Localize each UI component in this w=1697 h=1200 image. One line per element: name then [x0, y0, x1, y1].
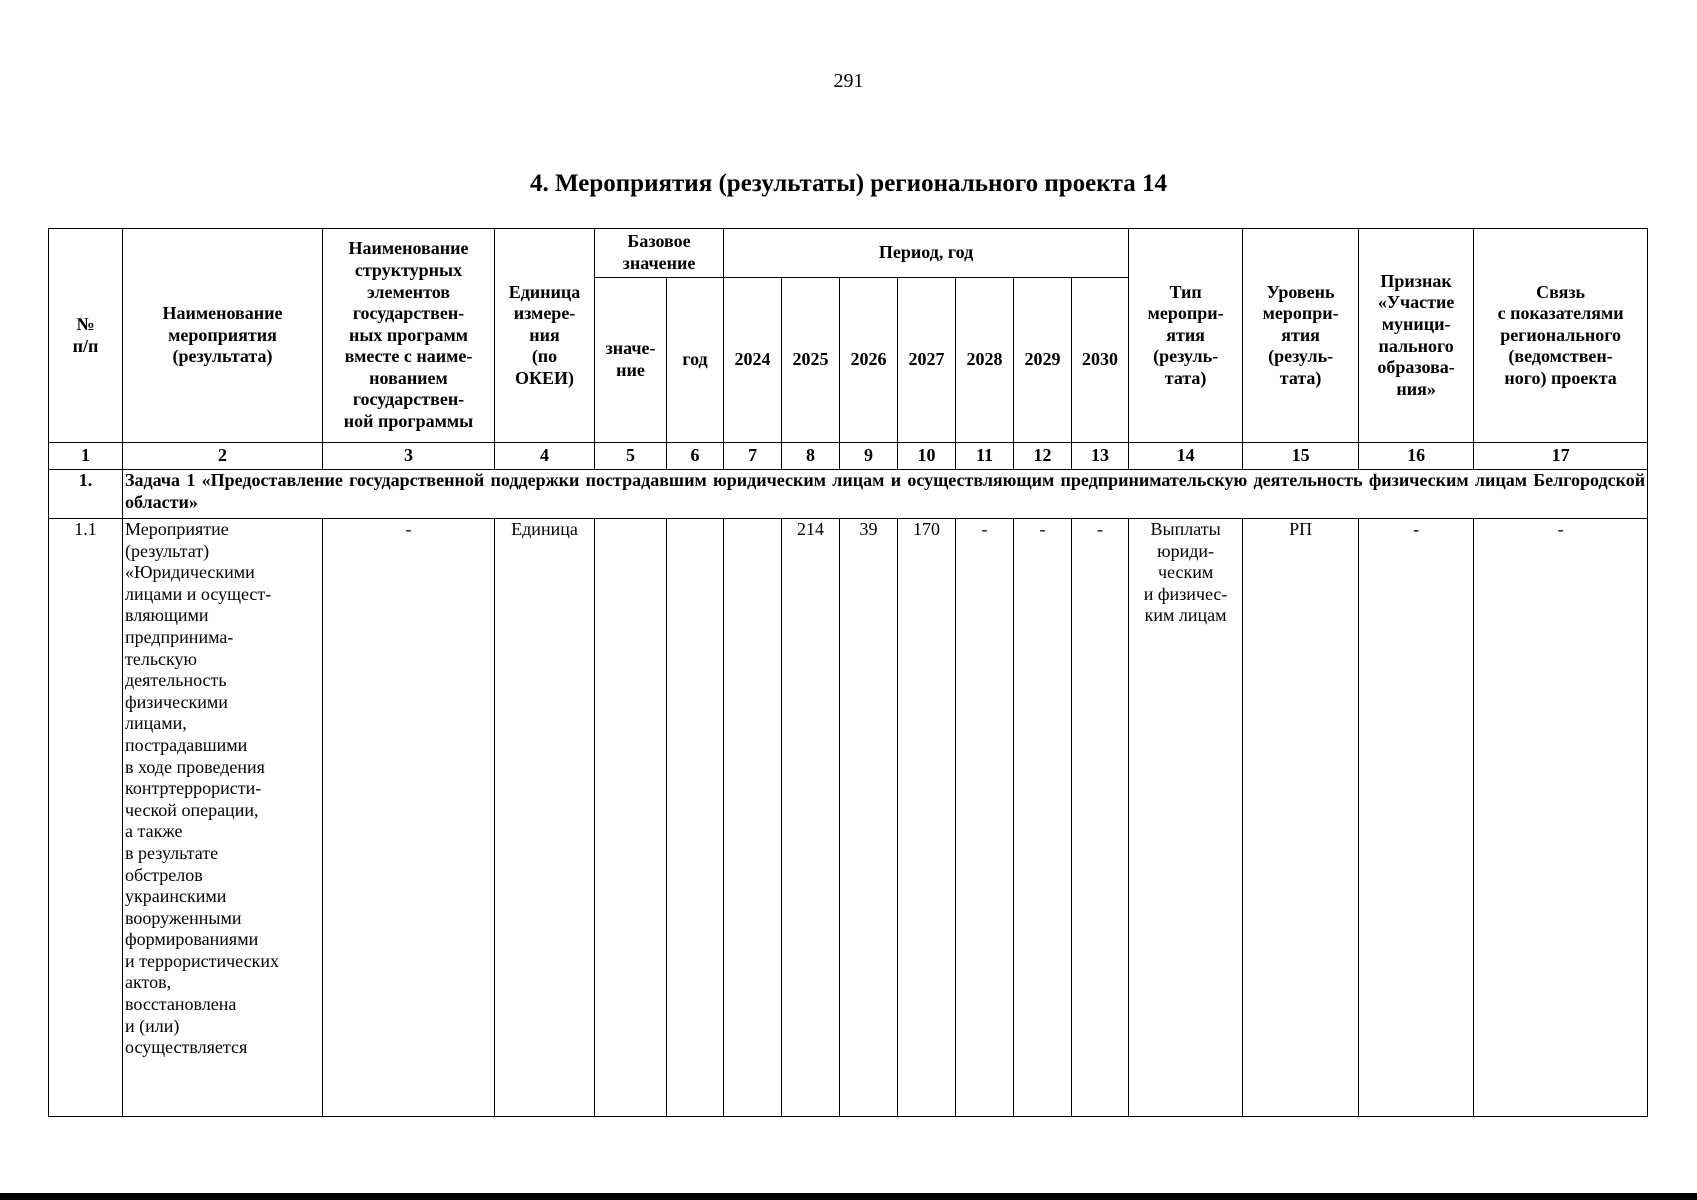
header-year: 2028: [956, 278, 1014, 443]
column-number: 1: [49, 443, 123, 470]
column-number: 9: [840, 443, 898, 470]
header-year: 2025: [782, 278, 840, 443]
row-year-value: 214: [782, 519, 840, 1117]
header-base-year: год: [667, 278, 724, 443]
row-year-value: 39: [840, 519, 898, 1117]
header-year: 2024: [724, 278, 782, 443]
task-row: [49, 470, 1648, 519]
page-number: 291: [833, 70, 864, 92]
header-base-value: значе- ние: [595, 278, 667, 443]
task-number: 1.: [49, 470, 123, 519]
column-numbers-row: [49, 443, 1648, 470]
column-number: 8: [782, 443, 840, 470]
row-year-value: 170: [898, 519, 956, 1117]
section-title: 4. Мероприятия (результаты) регионального проекта 14: [530, 170, 1167, 197]
header-num: № п/п: [49, 229, 123, 443]
column-number: 5: [595, 443, 667, 470]
column-number: 7: [724, 443, 782, 470]
header-level: Уровень меропри- ятия (резуль- тата): [1243, 229, 1359, 443]
row-name: Мероприятие (результат) «Юридическими лицами и осущест- вляющими предпринима- тельскую деятельность физическими лицами, пострадавшими в ходе проведения контртеррористи- ческой операции, а также в результате обстрелов украинскими вооруженными формированиями и террористических актов, восстановлена и (или) осуществляется: [123, 519, 323, 1117]
header-year: 2029: [1014, 278, 1072, 443]
column-number: 17: [1474, 443, 1648, 470]
header-sign: Признак «Участие муници- пального образова- ния»: [1359, 229, 1474, 443]
header-link: Связь с показателями регионального (ведомствен- ного) проекта: [1474, 229, 1648, 443]
scan-edge-bar: [0, 1193, 1697, 1200]
row-year-value: [724, 519, 782, 1117]
column-number: 11: [956, 443, 1014, 470]
header-year: 2027: [898, 278, 956, 443]
header-unit: Единица измере- ния (по ОКЕИ): [495, 229, 595, 443]
row-level: РП: [1243, 519, 1359, 1117]
column-number: 6: [667, 443, 724, 470]
header-base: Базовое значение: [595, 229, 724, 278]
header-struct: Наименование структурных элементов государствен- ных программ вместе с наиме- нованием государствен- ной программы: [323, 229, 495, 443]
row-struct: -: [323, 519, 495, 1117]
column-number: 16: [1359, 443, 1474, 470]
column-number: 3: [323, 443, 495, 470]
header-name: Наименование мероприятия (результата): [123, 229, 323, 443]
row-sign: -: [1359, 519, 1474, 1117]
column-number: 15: [1243, 443, 1359, 470]
header-year: 2030: [1072, 278, 1129, 443]
column-number: 10: [898, 443, 956, 470]
row-number: 1.1: [49, 519, 123, 1117]
header-year: 2026: [840, 278, 898, 443]
table-row: [49, 519, 1648, 1117]
header-period: Период, год: [724, 229, 1129, 278]
row-year-value: -: [1072, 519, 1129, 1117]
column-number: 13: [1072, 443, 1129, 470]
row-base-value: [595, 519, 667, 1117]
row-unit: Единица: [495, 519, 595, 1117]
row-year-value: -: [1014, 519, 1072, 1117]
row-year-value: -: [956, 519, 1014, 1117]
header-row-top: [49, 229, 1648, 278]
task-text: Задача 1 «Предоставление государственной поддержки пострадавшим юридическим лицам и осуществляющим предпринимательскую деятельность физическим лицам Белгородской области»: [123, 470, 1648, 519]
column-number: 4: [495, 443, 595, 470]
row-type: Выплаты юриди- ческим и физичес- ким лицам: [1129, 519, 1243, 1117]
header-type: Тип меропри- ятия (резуль- тата): [1129, 229, 1243, 443]
measures-table: [48, 228, 1648, 1117]
row-base-year: [667, 519, 724, 1117]
column-number: 12: [1014, 443, 1072, 470]
column-number: 14: [1129, 443, 1243, 470]
column-number: 2: [123, 443, 323, 470]
row-link: -: [1474, 519, 1648, 1117]
